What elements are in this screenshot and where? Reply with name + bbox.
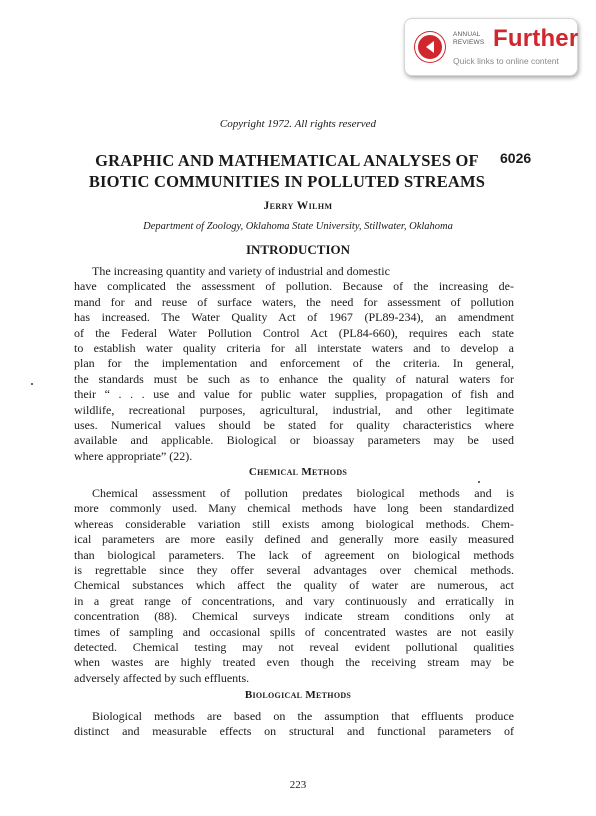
text-line: ical parameters are more easily defined and generally more easily measured bbox=[74, 532, 514, 547]
back-arrow-icon bbox=[415, 32, 445, 62]
text-line: the standards must be such as to enhance the quality of natural waters for bbox=[74, 371, 514, 386]
text-line: is regrettable since they offer several advantages over chemical methods. bbox=[74, 563, 514, 578]
text-line: than biological parameters. The lack of agreement on biological methods bbox=[74, 547, 514, 562]
annual-reviews-logo-text: ANNUAL REVIEWS bbox=[453, 31, 485, 46]
text-line: concentration (88). Chemical surveys indicate stream conditions only at bbox=[74, 609, 514, 624]
article-title: GRAPHIC AND MATHEMATICAL ANALYSES OF BIOTIC COMMUNITIES IN POLLUTED STREAMS bbox=[88, 151, 486, 191]
further-tagline: Quick links to online content bbox=[453, 56, 559, 66]
text-line: to establish water quality criteria for all interstate waters and to develop a bbox=[74, 341, 514, 356]
text-line: Biological methods are based on the assumption that effluents produce bbox=[92, 709, 514, 723]
biological-methods-paragraph bbox=[74, 709, 514, 740]
text-line: times of sampling and occasional spills of concentrated wastes are not easily bbox=[74, 624, 514, 639]
introduction-paragraph bbox=[74, 264, 514, 464]
text-line: whereas considerable variation still exists among biological methods. Chem- bbox=[74, 516, 514, 531]
text-line: more commonly used. Many chemical methods have long been standardized bbox=[74, 501, 514, 516]
biological-methods-heading: Biological Methods bbox=[244, 689, 352, 701]
text-line: wildlife, recreational purposes, agricultural, industrial, and other legitimate bbox=[74, 402, 514, 417]
text-line: Chemical substances which affect the quality of water are numerous, act bbox=[74, 578, 514, 593]
text-line: The increasing quantity and variety of industrial and domestic bbox=[92, 264, 390, 278]
text-line: have complicated the assessment of pollution. Because of the increasing de- bbox=[74, 279, 514, 294]
further-logo-text: Further bbox=[493, 25, 579, 52]
chemical-methods-heading: Chemical Methods bbox=[248, 466, 348, 478]
introduction-heading: INTRODUCTION bbox=[245, 242, 350, 257]
scan-speck bbox=[31, 383, 33, 385]
text-line: detected. Chemical testing may not reveal evident pollutional qualities bbox=[74, 640, 514, 655]
text-line: when wastes are highly treated even though the receiving stream may be bbox=[74, 655, 514, 670]
text-line: in a great range of concentrations, and vary continuously and erratically in bbox=[74, 593, 514, 608]
text-line: uses. Numerical values should be stated for quality characteristics where bbox=[74, 418, 514, 433]
text-line: Chemical assessment of pollution predates biological methods and is bbox=[92, 486, 514, 500]
text-line: adversely affected by such effluents. bbox=[74, 670, 250, 685]
document-number: 6026 bbox=[500, 150, 532, 166]
page-number: 223 bbox=[289, 779, 307, 791]
text-line: their “ . . . use and value for public water supplies, propagation of fish and bbox=[74, 387, 514, 402]
text-line: mand for and reuse of surface waters, the need for assessment of pollution bbox=[74, 294, 514, 309]
author-name: Jerry Wilhm bbox=[263, 200, 333, 212]
chemical-methods-paragraph bbox=[74, 486, 514, 686]
text-line: distinct and measurable effects on structural and functional parameters of bbox=[74, 724, 514, 739]
annual-reviews-further-badge[interactable] bbox=[404, 18, 578, 76]
text-line: of the Federal Water Pollution Control Act (PL84-660), requires each state bbox=[74, 325, 514, 340]
text-line: where appropriate” (22). bbox=[74, 448, 193, 463]
text-line: has increased. The Water Quality Act of 1967 (PL89-234), an amendment bbox=[74, 310, 514, 325]
scan-speck bbox=[478, 481, 480, 483]
copyright-notice: Copyright 1972. All rights reserved bbox=[219, 118, 377, 130]
text-line: plan for the implementation and enforcement of the criteria. In general, bbox=[74, 356, 514, 371]
author-affiliation: Department of Zoology, Oklahoma State University, Stillwater, Oklahoma bbox=[143, 221, 453, 232]
text-line: available and applicable. Biological or bioassay parameters may be used bbox=[74, 433, 514, 448]
